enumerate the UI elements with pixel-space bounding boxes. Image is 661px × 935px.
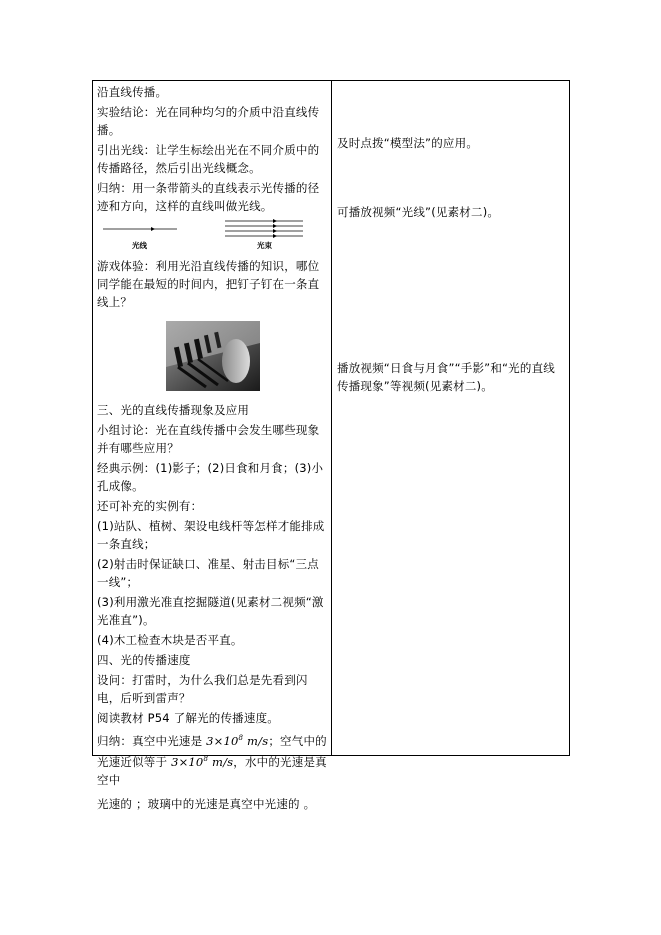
video-eclipse-note: 播放视频“日食与月食”“手影”和“光的直线传播现象”等视频(见素材二)。 — [337, 361, 555, 393]
column-divider — [331, 81, 332, 755]
beam-arrowhead — [273, 229, 277, 233]
speed-value-vacuum: 3×10 — [206, 734, 239, 748]
ray-beam-diagram — [97, 217, 329, 257]
video-light-ray-note: 可播放视频“光线”(见素材二)。 — [337, 205, 500, 219]
experiment-conclusion: 实验结论：光在同种均匀的介质中沿直线传播。 — [97, 105, 320, 137]
speed-unit-vacuum: m/s — [243, 734, 269, 748]
light-ray-intro: 引出光线：让学生标绘出光在不同介质中的传播路径，然后引出光线概念。 — [97, 143, 320, 175]
extra-example-item: (4)木工检查木块是否平直。 — [97, 633, 243, 647]
extra-example-item: (2)射击时保证缺口、准星、射击目标“三点一线”； — [97, 557, 319, 589]
ray-beam-svg — [97, 217, 329, 257]
left-column — [97, 83, 329, 815]
speed-summary-b: ；空气中的光速近似等于 — [97, 734, 327, 769]
text-line: 沿直线传播。 — [97, 85, 168, 99]
classic-examples: 经典示例：(1)影子；(2)日食和月食；(3)小孔成像。 — [97, 461, 324, 493]
speed-summary — [97, 729, 329, 789]
summary-ray: 归纳：用一条带箭头的直线表示光传播的径迹和方向，这样的直线叫做光线。 — [97, 181, 320, 213]
section-4-title: 四、光的传播速度 — [97, 653, 191, 667]
ray-label: 光线 — [132, 241, 147, 250]
speed-summary-end: 光速的 ；玻璃中的光速是真空中光速的 。 — [97, 797, 316, 811]
extra-example-item: (1)站队、植树、架设电线杆等怎样才能排成一条直线； — [97, 519, 325, 551]
game-experience: 游戏体验：利用光沿直线传播的知识，哪位同学能在最短的时间内，把钉子钉在一条直线上？ — [97, 259, 320, 309]
speed-summary-c: ，水中的光速是真空中 — [97, 755, 327, 787]
nails-shadow-photo — [166, 321, 260, 391]
thunder-question: 设问：打雷时，为什么我们总是先看到闪电，后听到雷声？ — [97, 673, 308, 705]
speed-summary-a: 归纳：真空中光速是 — [97, 734, 207, 748]
model-method-note: 及时点拨“模型法”的应用。 — [337, 136, 479, 150]
beam-arrowhead — [273, 219, 277, 223]
speed-value-air: 3×10 — [171, 755, 204, 769]
beam-arrowhead — [273, 224, 277, 228]
extra-examples-title: 还可补充的实例有： — [97, 499, 203, 513]
beam-arrowhead — [273, 234, 277, 238]
reading-instruction: 阅读教材 P54 了解光的传播速度。 — [97, 711, 279, 725]
section-3-title: 三、光的直线传播现象及应用 — [97, 403, 250, 417]
extra-example-item: (3)利用激光准直挖掘隧道(见素材二视频“激光准直”)。 — [97, 595, 324, 627]
beam-label: 光束 — [257, 241, 272, 250]
ray-arrowhead — [151, 227, 155, 231]
speed-exponent-air: 8 — [203, 755, 209, 763]
speed-exponent-vacuum: 8 — [238, 734, 244, 742]
group-discussion: 小组讨论：光在直线传播中会发生哪些现象并有哪些应用？ — [97, 423, 320, 455]
speed-unit-air: m/s — [208, 755, 234, 769]
